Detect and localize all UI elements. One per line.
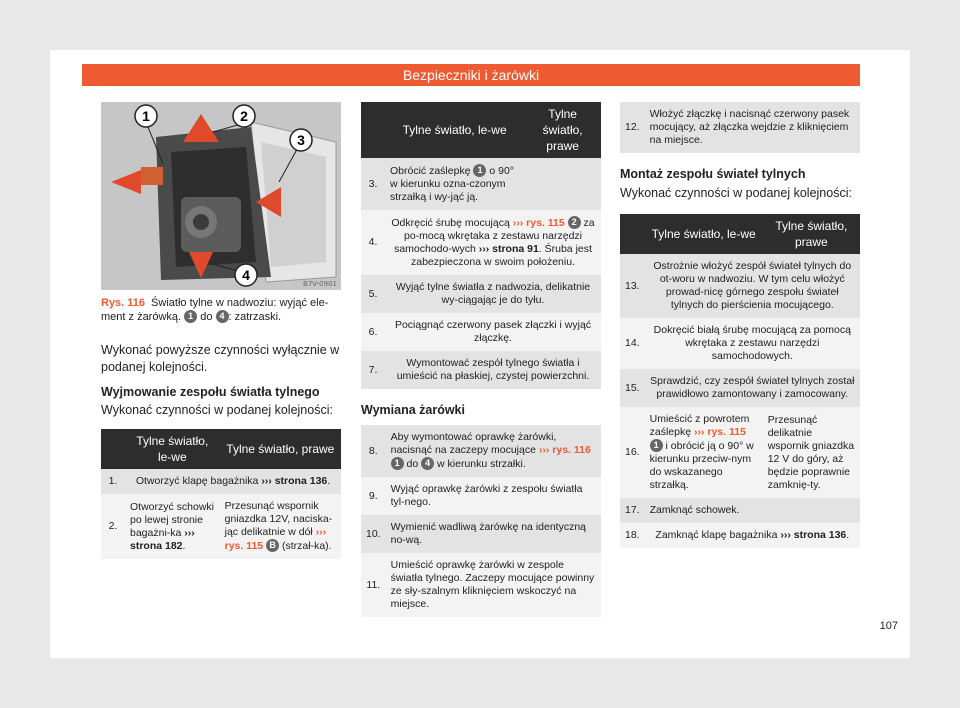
step-text: Ostrożnie włożyć zespół świateł tylnych do ot-woru w nadwoziu. W tym celu włożyć prowad-nicę górnego zespołu świateł tylnych do pierścienia mocującego.: [645, 254, 860, 318]
page-reference[interactable]: ››› strona 182: [130, 526, 195, 552]
step-text: Zamknąć klapę bagażnika ››› strona 136.: [645, 523, 860, 548]
figure-reference[interactable]: ››› rys. 115: [693, 426, 746, 438]
table-row: [361, 553, 601, 617]
step-number: 6.: [361, 313, 385, 351]
table-row: [620, 369, 860, 407]
table-row: [361, 425, 601, 477]
step-number: 5.: [361, 275, 385, 313]
steps-intro: Wykonać czynności w podanej kolejności:: [620, 186, 852, 200]
page-reference[interactable]: ››› strona 91: [478, 243, 539, 255]
steps-table-bulb-cont: [620, 102, 860, 153]
step-number: 16.: [620, 407, 645, 498]
step-number: 3.: [361, 158, 385, 210]
step-text-left: Umieścić z powrotem zaślepkę ››› rys. 115 1 i obrócić ją o 90° w kierunku przeciw-nym do wskazanego strzałką.: [645, 407, 763, 498]
caption-text: : zatrzaski.: [228, 311, 282, 323]
th-left: Tylne światło, le-we: [385, 102, 524, 158]
column-middle: [361, 102, 601, 617]
figure-tail-light: [101, 102, 341, 290]
steps-table-installation: [620, 214, 860, 548]
svg-text:1: 1: [142, 108, 150, 124]
table-row: [361, 158, 601, 210]
tail-light-photo: [101, 102, 341, 290]
step-text: Aby wymontować oprawkę żarówki, nacisnąć na zaczepy mocujące ››› rys. 116 1 do 4 w kierunku strzałki.: [386, 425, 601, 477]
table-row: [361, 313, 601, 351]
step-text: Dokręcić białą śrubę mocującą za pomocą wkrętaka z zestawu narzędzi samochodowych.: [645, 318, 860, 369]
steps-intro: Wykonać czynności w podanej kolejności:: [101, 403, 333, 417]
figure-reference[interactable]: ››› rys. 115: [224, 526, 327, 552]
table-row: [101, 494, 341, 559]
table-row: [361, 515, 601, 553]
step-number: 9.: [361, 477, 386, 515]
table-row: [361, 351, 601, 389]
step-number: 7.: [361, 351, 385, 389]
table-row: [620, 407, 860, 498]
table-row: [361, 275, 601, 313]
step-text: Zamknąć schowek.: [645, 498, 763, 523]
step-text-left: Otworzyć schowki po lewej stronie bagażni-ka ››› strona 182.: [125, 494, 220, 559]
step-number: 13.: [620, 254, 645, 318]
step-text-left: Obrócić zaślepkę 1 o 90° w kierunku ozna-czonym strzałką i wy-jąć ją.: [385, 158, 524, 210]
badge-4: 4: [421, 457, 434, 470]
step-number: 11.: [361, 553, 386, 617]
badge-b: B: [266, 539, 279, 552]
step-text: Odkręcić śrubę mocującą ››› rys. 115 2 za po-mocą wkrętaka z zestawu narzędzi samochodo-wych ››› strona 91. Śruba jest zabezpieczona w swoim położeniu.: [385, 210, 601, 275]
th-right: Tylne światło, prawe: [524, 102, 601, 158]
step-text-right: Przesunąć delikatnie wspornik gniazdka 12 V do góry, aż będzie poprawnie zamknię-ty.: [763, 407, 860, 498]
step-text-right: Przesunąć wspornik gniazdka 12V, naciska-jąc delikatnie w dół ››› rys. 115 B (strzał-ka).: [220, 494, 341, 559]
th-right: Tylne światło, prawe: [220, 429, 341, 469]
badge-1: 1: [473, 164, 486, 177]
step-number: 10.: [361, 515, 386, 553]
table-row: [361, 210, 601, 275]
th-left: Tylne światło, le-we: [645, 214, 763, 254]
step-number: 15.: [620, 369, 645, 407]
step-text: Wyjąć oprawkę żarówki z zespołu światła tyl-nego.: [386, 477, 601, 515]
caption-text: do: [197, 311, 216, 323]
badge-4: 4: [216, 310, 229, 323]
badge-2: 2: [568, 216, 581, 229]
intro-paragraph: Wykonać powyższe czynności wyłącznie w podanej kolejności.: [101, 343, 340, 374]
step-number: 17.: [620, 498, 645, 523]
table-row: [620, 102, 860, 153]
table-row: [620, 318, 860, 369]
step-text: Umieścić oprawkę żarówki w zespole światła tylnego. Zaczepy mocujące powinny ze sły-szalnym kliknięciem wskoczyć na miejsce.: [386, 553, 601, 617]
step-number: 8.: [361, 425, 386, 477]
callout-2: [233, 105, 255, 127]
table-row: [361, 477, 601, 515]
column-right: [620, 102, 860, 548]
steps-table-bulb: [361, 425, 601, 617]
table-row: [620, 254, 860, 318]
table-row: [101, 469, 341, 494]
page-reference[interactable]: ››› strona 136: [780, 529, 847, 541]
step-number: 12.: [620, 102, 645, 153]
step-text: Pociągnąć czerwony pasek złączki i wyjąć złączkę.: [385, 313, 601, 351]
table-row: [620, 523, 860, 548]
heading-bulb-replacement: Wymiana żarówki: [361, 403, 465, 417]
page-number: 107: [879, 620, 898, 632]
table-row: [620, 498, 860, 523]
step-number: 14.: [620, 318, 645, 369]
step-text: Otworzyć klapę bagażnika ››› strona 136.: [125, 469, 341, 494]
step-text: Włożyć złączkę i nacisnąć czerwony pasek mocujący, aż złączka wejdzie z kliknięciem na miejsce.: [645, 102, 860, 153]
figure-reference[interactable]: ››› rys. 116: [538, 444, 591, 456]
page-reference[interactable]: ››› strona 136: [261, 475, 328, 487]
badge-1: 1: [184, 310, 197, 323]
step-number: 1.: [101, 469, 125, 494]
callout-4: [235, 264, 257, 286]
figure-reference[interactable]: ››› rys. 115: [512, 217, 565, 229]
th-right: Tylne światło, prawe: [763, 214, 860, 254]
figure-code: B7V-0901: [303, 280, 337, 288]
badge-1: 1: [650, 439, 663, 452]
step-number: 4.: [361, 210, 385, 275]
heading-removal: Wyjmowanie zespołu światła tylnego: [101, 385, 320, 399]
figure-caption: [101, 296, 341, 324]
step-text: Wymienić wadliwą żarówkę na identyczną no-wą.: [386, 515, 601, 553]
svg-text:2: 2: [240, 108, 248, 124]
step-number: 2.: [101, 494, 125, 559]
callout-3: [290, 129, 312, 151]
callout-1: [135, 105, 157, 127]
th-left: Tylne światło, le-we: [125, 429, 220, 469]
step-text: Wyjąć tylne światła z nadwozia, delikatnie wy-ciągając je do tyłu.: [385, 275, 601, 313]
step-text: Wymontować zespół tylnego światła i umieścić na płaskiej, czystej powierzchni.: [385, 351, 601, 389]
badge-1: 1: [391, 457, 404, 470]
steps-table-removal: [101, 429, 341, 559]
caption-label: Rys. 116: [101, 297, 146, 309]
svg-text:4: 4: [242, 267, 250, 283]
caption-text: Światło tylne w nadwoziu: wyjąć ele-ment z żarówką.: [101, 297, 329, 323]
step-text: Sprawdzić, czy zespół świateł tylnych został prawidłowo zamontowany i zamocowany.: [645, 369, 860, 407]
step-number: 18.: [620, 523, 645, 548]
column-left: [101, 102, 341, 559]
step-text-right: [524, 158, 601, 210]
section-header: Bezpieczniki i żarówki: [82, 64, 860, 86]
svg-text:3: 3: [297, 132, 305, 148]
steps-table-removal-cont: [361, 102, 601, 389]
heading-installation: Montaż zespołu świateł tylnych: [620, 167, 806, 181]
